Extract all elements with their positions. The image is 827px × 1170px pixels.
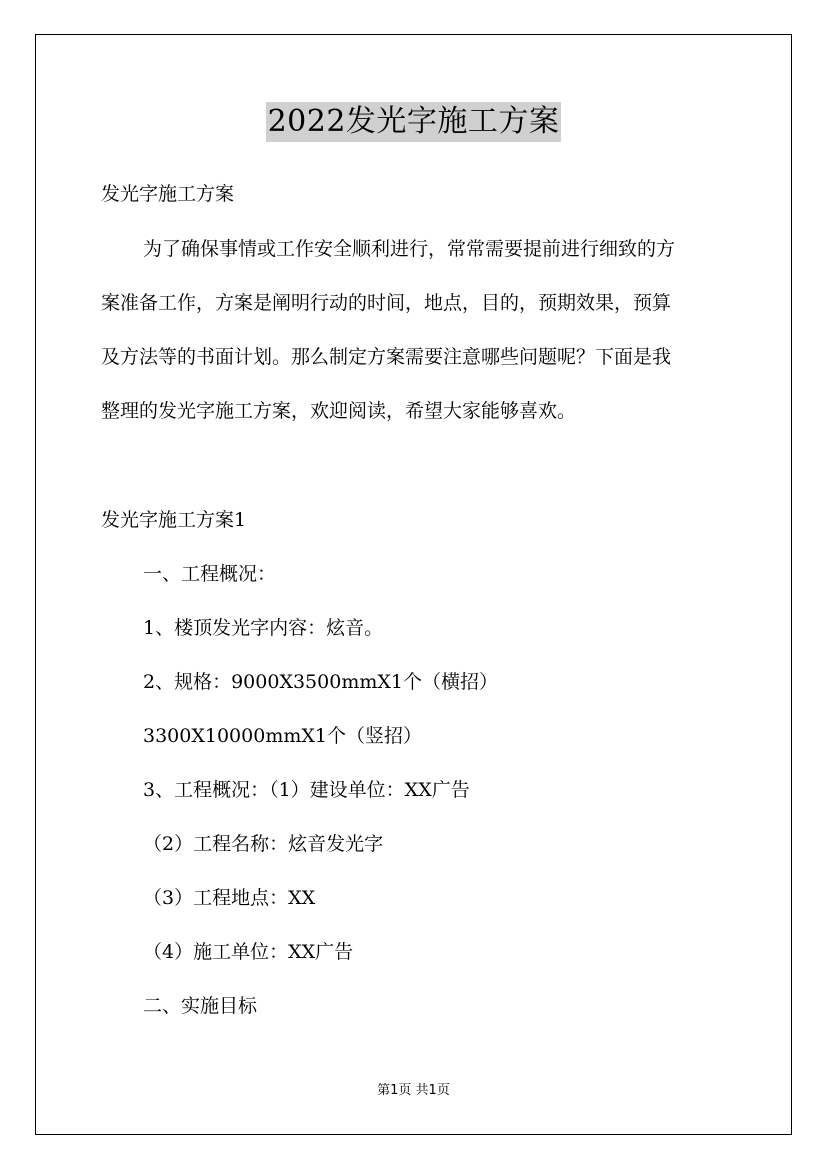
list-item: （2）工程名称：炫音发光字 — [143, 833, 384, 855]
list-item: 3300X10000mmX1个（竖招） — [143, 725, 422, 747]
list-item: （3）工程地点：XX — [143, 887, 316, 909]
list-item: （4）施工单位：XX广告 — [143, 941, 354, 963]
title-container — [0, 102, 827, 142]
list-item: 2、规格：9000X3500mmX1个（横招） — [143, 671, 498, 693]
intro-line-2: 案准备工作，方案是阐明行动的时间，地点，目的，预期效果，预算 — [101, 292, 672, 314]
list-item: 1、楼顶发光字内容：炫音。 — [143, 617, 384, 639]
intro-line-4: 整理的发光字施工方案，欢迎阅读，希望大家能够喜欢。 — [101, 400, 577, 422]
list-item: 二、实施目标 — [143, 995, 258, 1017]
intro-line-3: 及方法等的书面计划。那么制定方案需要注意哪些问题呢？下面是我 — [101, 346, 672, 368]
document-subtitle: 发光字施工方案 — [101, 183, 235, 205]
page-footer: 第1页 共1页 — [377, 1083, 450, 1098]
intro-line-1: 为了确保事情或工作安全顺利进行，常常需要提前进行细致的方 — [143, 238, 676, 260]
list-item: 3、工程概况：（1）建设单位：XX广告 — [143, 779, 470, 801]
list-item: 一、工程概况： — [143, 563, 277, 585]
section-heading: 发光字施工方案1 — [101, 509, 247, 531]
document-title: 2022发光字施工方案 — [266, 102, 562, 142]
